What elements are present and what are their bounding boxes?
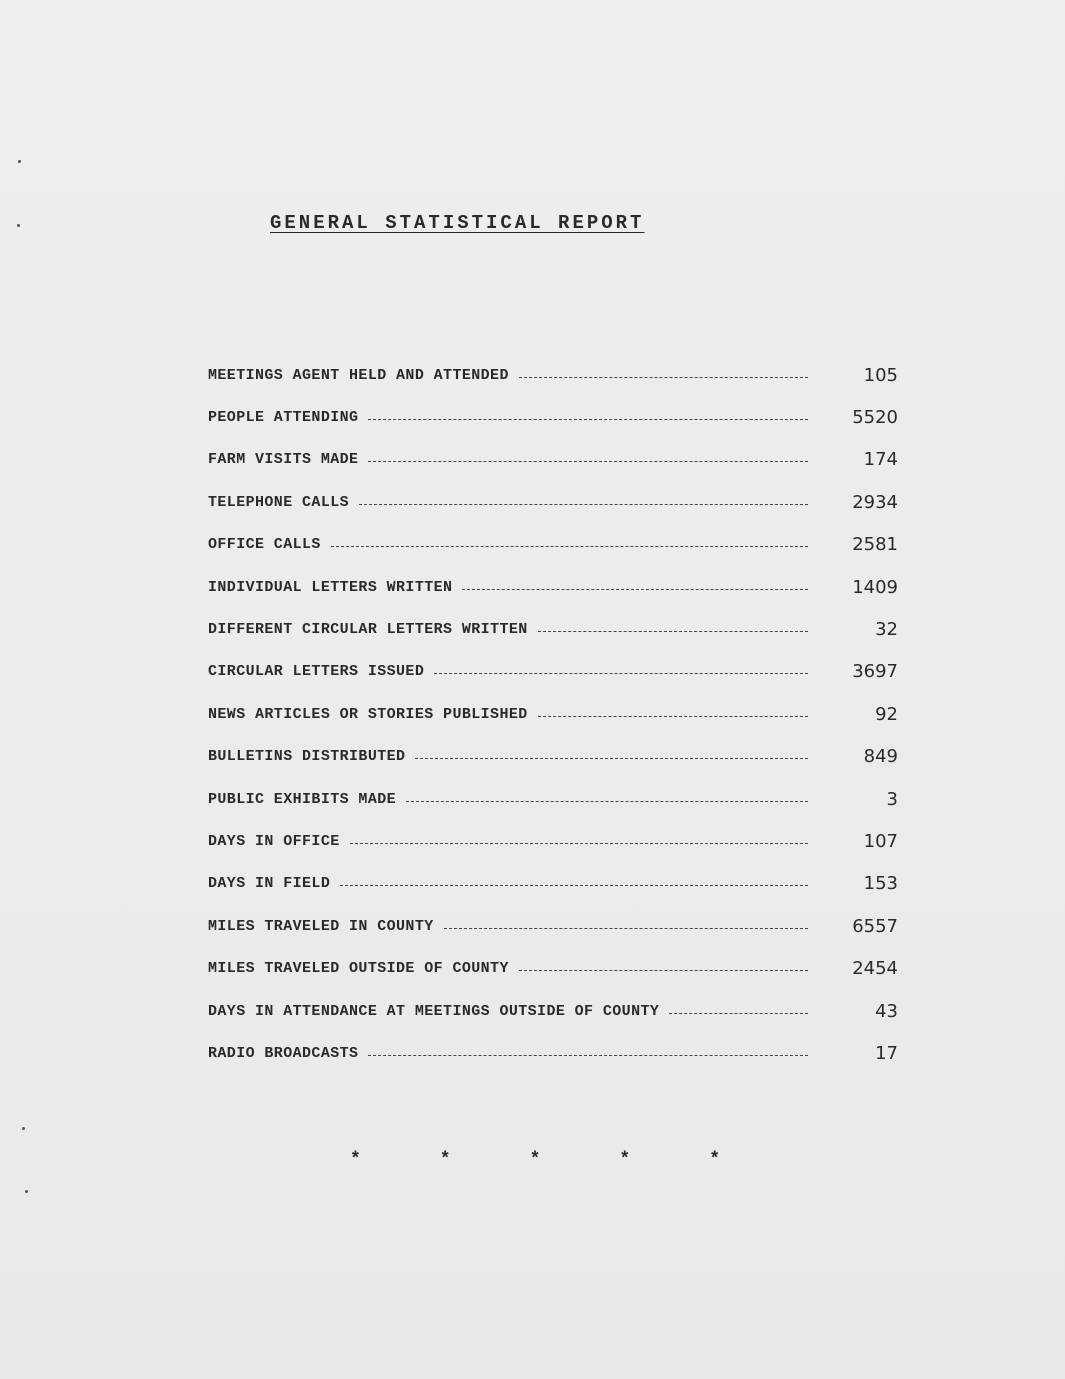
statistic-row <box>208 947 898 989</box>
statistic-label: INDIVIDUAL LETTERS WRITTEN <box>208 578 453 596</box>
dot-leader <box>519 970 808 971</box>
statistic-value: 174 <box>863 449 898 471</box>
statistic-value: 107 <box>863 830 898 852</box>
dot-leader <box>368 1055 808 1056</box>
statistic-row <box>208 1032 898 1074</box>
statistic-row <box>208 693 898 735</box>
statistic-value: 153 <box>863 873 898 895</box>
dot-leader <box>434 673 808 674</box>
statistic-value: 2581 <box>852 534 898 556</box>
statistic-value: 32 <box>875 619 898 641</box>
dot-leader <box>368 461 808 462</box>
footer-ornament <box>350 1150 720 1170</box>
dot-leader <box>359 504 808 505</box>
dot-leader <box>444 928 808 929</box>
statistic-label: RADIO BROADCASTS <box>208 1044 359 1062</box>
statistic-row <box>208 439 898 481</box>
statistic-row <box>208 863 898 905</box>
statistic-row <box>208 524 898 566</box>
statistic-value: 17 <box>875 1042 898 1064</box>
margin-speck <box>18 160 21 163</box>
statistic-value: 43 <box>875 1000 898 1022</box>
statistic-row <box>208 990 898 1032</box>
statistic-row <box>208 905 898 947</box>
dot-leader <box>368 419 808 420</box>
asterisk: * <box>439 1150 451 1170</box>
statistic-label: MILES TRAVELED OUTSIDE OF COUNTY <box>208 960 509 978</box>
dot-leader <box>340 885 808 886</box>
statistic-row <box>208 481 898 523</box>
statistic-label: DAYS IN FIELD <box>208 875 331 893</box>
statistic-label: OFFICE CALLS <box>208 536 321 554</box>
dot-leader <box>331 546 808 547</box>
statistic-row <box>208 651 898 693</box>
margin-speck <box>25 1190 28 1193</box>
dot-leader <box>538 631 808 632</box>
margin-speck <box>17 224 20 227</box>
statistic-label: CIRCULAR LETTERS ISSUED <box>208 663 425 681</box>
statistic-value: 2934 <box>852 491 898 513</box>
statistic-value: 92 <box>875 703 898 725</box>
statistic-label: DAYS IN OFFICE <box>208 832 340 850</box>
statistic-label: MEETINGS AGENT HELD AND ATTENDED <box>208 366 509 384</box>
dot-leader <box>669 1013 808 1014</box>
dot-leader <box>350 843 808 844</box>
statistic-label: MILES TRAVELED IN COUNTY <box>208 917 434 935</box>
dot-leader <box>538 716 808 717</box>
statistic-value: 6557 <box>852 915 898 937</box>
report-title: GENERAL STATISTICAL REPORT <box>270 212 645 234</box>
statistic-row <box>208 566 898 608</box>
asterisk: * <box>709 1150 720 1170</box>
statistic-label: PEOPLE ATTENDING <box>208 409 359 427</box>
dot-leader <box>415 758 808 759</box>
statistic-value: 105 <box>863 364 898 386</box>
dot-leader <box>462 589 808 590</box>
statistic-row <box>208 820 898 862</box>
margin-speck <box>22 1127 25 1130</box>
statistic-value: 1409 <box>852 576 898 598</box>
asterisk: * <box>350 1150 361 1170</box>
statistic-row <box>208 736 898 778</box>
statistic-label: TELEPHONE CALLS <box>208 493 350 511</box>
statistic-row <box>208 354 898 396</box>
statistic-label: PUBLIC EXHIBITS MADE <box>208 790 397 808</box>
statistic-value: 3697 <box>852 661 898 683</box>
statistic-label: BULLETINS DISTRIBUTED <box>208 748 406 766</box>
asterisk: * <box>619 1150 631 1170</box>
statistic-row <box>208 778 898 820</box>
statistic-row <box>208 396 898 438</box>
statistic-label: FARM VISITS MADE <box>208 451 359 469</box>
statistic-value: 2454 <box>852 958 898 980</box>
statistic-label: NEWS ARTICLES OR STORIES PUBLISHED <box>208 705 528 723</box>
dot-leader <box>519 377 808 378</box>
statistic-label: DIFFERENT CIRCULAR LETTERS WRITTEN <box>208 621 528 639</box>
asterisk: * <box>529 1150 541 1170</box>
statistic-value: 849 <box>863 746 898 768</box>
statistic-value: 3 <box>886 788 898 810</box>
dot-leader <box>406 801 808 802</box>
statistics-list <box>208 354 898 1075</box>
statistic-row <box>208 608 898 650</box>
statistic-label: DAYS IN ATTENDANCE AT MEETINGS OUTSIDE OF COUNTY <box>208 1002 660 1020</box>
statistic-value: 5520 <box>852 407 898 429</box>
